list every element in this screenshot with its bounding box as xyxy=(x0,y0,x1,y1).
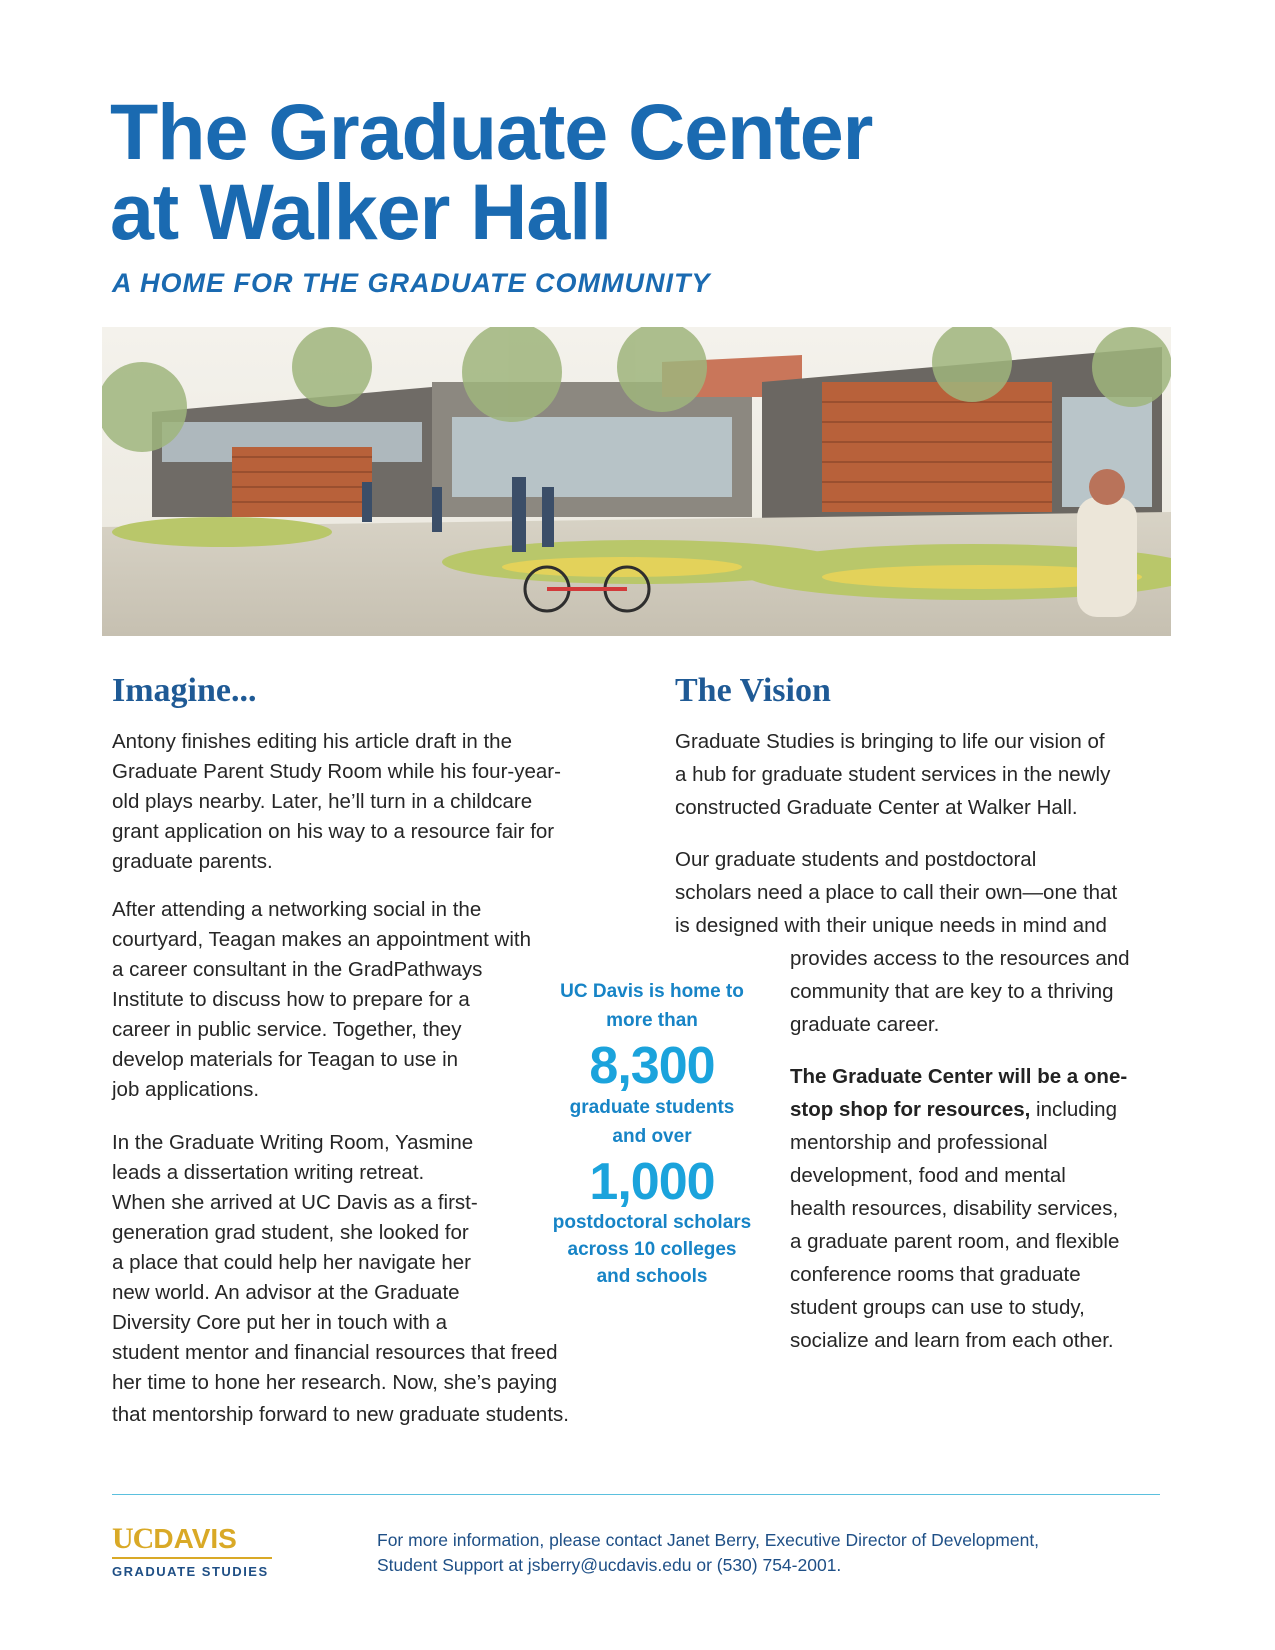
text-line: provides access to the resources and xyxy=(790,947,1130,970)
postdoc-label-3: and schools xyxy=(596,1266,708,1287)
text-line: student groups can use to study, xyxy=(790,1296,1085,1319)
text-line: a hub for graduate student services in the newly xyxy=(675,763,1111,786)
text-line: mentorship and professional xyxy=(790,1131,1048,1154)
logo-wordmark xyxy=(112,1522,272,1556)
postdoc-label-2: across 10 colleges xyxy=(567,1239,737,1260)
logo-unit: GRADUATE STUDIES xyxy=(112,1564,269,1579)
text-line: generation grad student, she looked for xyxy=(112,1221,469,1244)
text-line: new world. An advisor at the Graduate xyxy=(112,1281,460,1304)
footer-divider xyxy=(112,1494,1160,1495)
ucdavis-logo xyxy=(112,1522,272,1579)
text-span: including xyxy=(1030,1098,1117,1121)
contact-info xyxy=(377,1528,1157,1578)
text-line: socialize and learn from each other. xyxy=(790,1329,1114,1352)
text-line: Institute to discuss how to prepare for a xyxy=(112,988,470,1011)
text-line: community that are key to a thriving xyxy=(790,980,1114,1003)
logo-uc: UC xyxy=(112,1522,154,1555)
text-line: When she arrived at UC Davis as a first- xyxy=(112,1191,478,1214)
text-line xyxy=(790,1095,1117,1126)
title-line-1: The Graduate Center xyxy=(110,87,873,176)
text-line: graduate career. xyxy=(790,1013,940,1036)
text-line: development, food and mental xyxy=(790,1164,1066,1187)
text-line: constructed Graduate Center at Walker Hall. xyxy=(675,796,1078,819)
text-line: courtyard, Teagan makes an appointment with xyxy=(112,928,531,951)
logo-underline xyxy=(112,1557,272,1559)
contact-line-2: Student Support at jsberry@ucdavis.edu or (530) 754-2001. xyxy=(377,1555,842,1575)
text-line: conference rooms that graduate xyxy=(790,1263,1081,1286)
text-line: After attending a networking social in the xyxy=(112,898,482,921)
bold-text: The Graduate Center will be a one- xyxy=(790,1065,1128,1088)
hero-rendering-image xyxy=(102,327,1171,636)
text-line: graduate parents. xyxy=(112,850,273,873)
text-line: develop materials for Teagan to use in xyxy=(112,1048,459,1071)
text-line: her time to hone her research. Now, she’s paying xyxy=(112,1371,558,1394)
text-line: Diversity Core put her in touch with a xyxy=(112,1311,447,1334)
page-title xyxy=(110,87,1110,256)
stat-intro-1: UC Davis is home to xyxy=(560,981,744,1002)
postdoc-count: 1,000 xyxy=(589,1153,715,1211)
page-subtitle: A HOME FOR THE GRADUATE COMMUNITY xyxy=(112,268,711,298)
text-line: grant application on his way to a resource fair for xyxy=(112,820,555,843)
text-line: Graduate Studies is bringing to life our vision of xyxy=(675,730,1105,753)
title-line-2: at Walker Hall xyxy=(110,167,612,256)
text-line: In the Graduate Writing Room, Yasmine xyxy=(112,1131,474,1154)
text-line: Our graduate students and postdoctoral xyxy=(675,848,1037,871)
imagine-heading: Imagine... xyxy=(112,672,257,709)
stat-callout xyxy=(535,977,769,1290)
postdoc-label-1: postdoctoral scholars xyxy=(552,1212,752,1233)
graduate-label-1: graduate students xyxy=(569,1097,735,1118)
stat-intro-2: more than xyxy=(606,1010,698,1031)
bold-text: stop shop for resources, xyxy=(790,1098,1031,1121)
text-line: old plays nearby. Later, he’ll turn in a childcare xyxy=(112,790,533,813)
text-line xyxy=(790,1062,1127,1093)
text-line: student mentor and financial resources that freed xyxy=(112,1341,558,1364)
text-line: leads a dissertation writing retreat. xyxy=(112,1161,425,1184)
text-line: Graduate Parent Study Room while his four-year- xyxy=(112,760,561,783)
text-line: career in public service. Together, they xyxy=(112,1018,462,1041)
graduate-count: 8,300 xyxy=(589,1037,715,1095)
text-line: job applications. xyxy=(112,1078,260,1101)
text-line: Antony finishes editing his article draft in the xyxy=(112,730,512,753)
logo-davis: DAVIS xyxy=(153,1523,237,1554)
text-line: scholars need a place to call their own—one that xyxy=(675,881,1118,904)
contact-line-1: For more information, please contact Janet Berry, Executive Director of Development, xyxy=(377,1530,1040,1550)
text-line: that mentorship forward to new graduate students. xyxy=(112,1403,569,1426)
text-line: a career consultant in the GradPathways xyxy=(112,958,483,981)
text-line: a place that could help her navigate her xyxy=(112,1251,472,1274)
vision-heading: The Vision xyxy=(675,672,831,709)
text-line: a graduate parent room, and flexible xyxy=(790,1230,1120,1253)
text-line: is designed with their unique needs in mind and xyxy=(675,914,1107,937)
graduate-label-2: and over xyxy=(612,1126,692,1147)
text-line: health resources, disability services, xyxy=(790,1197,1119,1220)
